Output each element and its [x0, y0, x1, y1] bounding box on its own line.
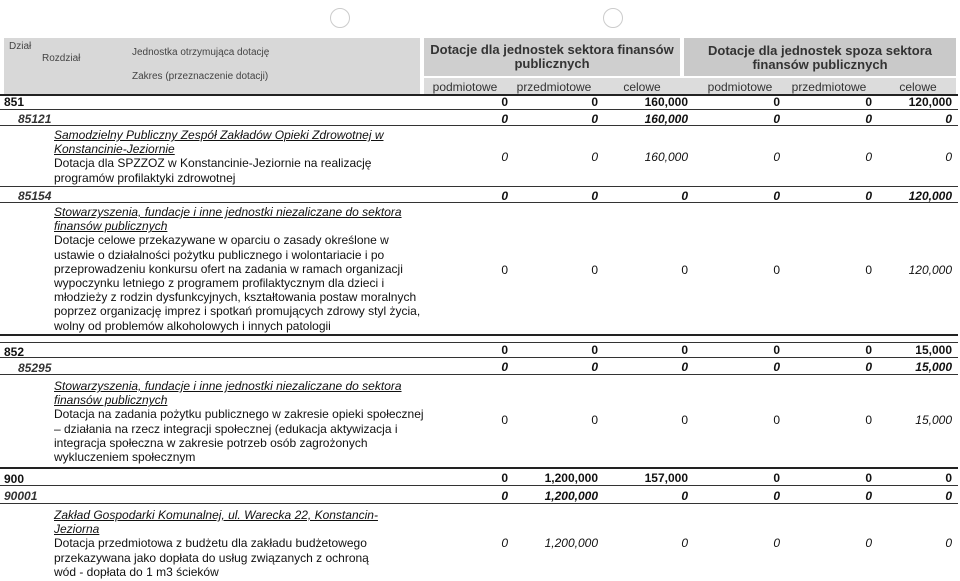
- value-cell: 0: [681, 489, 688, 503]
- rule: [0, 334, 958, 336]
- value-cell: 0: [865, 95, 872, 109]
- value-cell: 0: [773, 189, 780, 203]
- value-cell: 0: [501, 360, 508, 374]
- value-cell: 0: [591, 360, 598, 374]
- rule: [0, 485, 958, 486]
- purpose-text: Dotacje celowe przekazywane w oparciu o zasady określone w ustawie o działalności pożytku publicznego i wolontariacie i po przeprowadzeniu konkursu ofert na zadania w ramach organizacji wypoczynku letniego z programem profilaktycznym dla dzieci i młodzieży z rodzin dysfunkcyjnych, kształtowania postaw moralnych poprzez organizację imprez i spotkań promujących zdrowy styl życia, wolny od problemów alkoholowych i innych patologii: [54, 233, 421, 333]
- rozdzial-code: 85154: [18, 189, 52, 203]
- value-cell: 0: [945, 471, 952, 485]
- value-cell: 0: [591, 263, 598, 277]
- value-cell: 120,000: [908, 189, 952, 203]
- value-cell: 0: [865, 189, 872, 203]
- value-cell: 0: [501, 413, 508, 427]
- value-cell: 0: [591, 150, 598, 164]
- value-cell: 0: [501, 150, 508, 164]
- recipient-name: Zakład Gospodarki Komunalnej, ul. Warecka 22, Konstancin-Jeziorna: [54, 508, 378, 537]
- entry-description: [54, 508, 384, 579]
- value-cell: 157,000: [644, 471, 688, 485]
- rule: [0, 109, 958, 110]
- header-group1-title: Dotacje dla jednostek sektora finansów publicznych: [430, 42, 674, 71]
- value-cell: 0: [773, 471, 780, 485]
- rule: [0, 186, 958, 187]
- value-cell: 0: [773, 263, 780, 277]
- value-cell: 0: [773, 112, 780, 126]
- header-dzial: Dział: [9, 41, 32, 52]
- rule: [0, 357, 958, 358]
- value-cell: 0: [681, 189, 688, 203]
- value-cell: 0: [681, 413, 688, 427]
- purpose-text: Dotacja na zadania pożytku publicznego w zakresie opieki społecznej – działania na rzecz integracji społecznej (edukacja aktywizacja i integracja społeczna w zakresie potrzeb osób zagrożonych wykluczeniem społecznym: [54, 407, 424, 465]
- punch-hole-left: [330, 8, 350, 28]
- value-cell: 0: [865, 360, 872, 374]
- value-cell: 0: [773, 343, 780, 357]
- purpose-text: Dotacja dla SPZZOZ w Konstancinie-Jeziornie na realizację programów profilaktyki zdrowotnej: [54, 156, 372, 185]
- recipient-name: Stowarzyszenia, fundacje i inne jednostki niezaliczane do sektora finansów publicznych: [54, 205, 402, 234]
- rule: [0, 374, 958, 375]
- value-cell: 160,000: [644, 150, 688, 164]
- dzial-code: 851: [4, 95, 25, 109]
- value-cell: 0: [945, 536, 952, 550]
- rule: [0, 503, 958, 504]
- value-cell: 15,000: [915, 360, 952, 374]
- purpose-text: Dotacja przedmiotowa z budżetu dla zakładu budżetowego przekazywana jako dopłata do usług związanych z ochroną wód - dopłata do 1 m3 ścieków: [54, 536, 369, 579]
- recipient-name: Samodzielny Publiczny Zespół Zakładów Opieki Zdrowotnej w Konstancinie-Jeziornie: [54, 128, 384, 157]
- value-cell: 0: [773, 360, 780, 374]
- value-cell: 0: [501, 489, 508, 503]
- value-cell: 0: [773, 536, 780, 550]
- col-przedmiotowe-2: przedmiotowe: [791, 80, 867, 94]
- entry-description: [54, 128, 424, 185]
- value-cell: 160,000: [644, 95, 688, 109]
- value-cell: 0: [773, 489, 780, 503]
- value-cell: 0: [591, 189, 598, 203]
- value-cell: 15,000: [915, 413, 952, 427]
- value-cell: 0: [501, 112, 508, 126]
- header-zakres: Zakres (przeznaczenie dotacji): [132, 71, 269, 82]
- rozdzial-code: 90001: [4, 489, 38, 503]
- value-cell: 0: [681, 360, 688, 374]
- value-cell: 120,000: [908, 95, 952, 109]
- value-cell: 0: [773, 95, 780, 109]
- value-cell: 0: [501, 263, 508, 277]
- value-cell: 0: [501, 95, 508, 109]
- rozdzial-code: 85295: [18, 361, 52, 375]
- value-cell: 0: [591, 343, 598, 357]
- rule: [0, 467, 958, 469]
- value-cell: 0: [681, 343, 688, 357]
- punch-hole-right: [603, 8, 623, 28]
- value-cell: 0: [501, 536, 508, 550]
- value-cell: 0: [591, 112, 598, 126]
- value-cell: 160,000: [644, 112, 688, 126]
- value-cell: 0: [865, 150, 872, 164]
- col-podmiotowe-2: podmiotowe: [707, 80, 773, 94]
- value-cell: 0: [865, 471, 872, 485]
- rozdzial-code: 85121: [18, 112, 52, 126]
- header-rozdzial: Rozdział: [42, 53, 81, 64]
- value-cell: 0: [501, 471, 508, 485]
- value-cell: 1,200,000: [544, 536, 598, 550]
- col-podmiotowe-1: podmiotowe: [432, 80, 498, 94]
- value-cell: 0: [945, 150, 952, 164]
- value-cell: 0: [501, 343, 508, 357]
- entry-description: [54, 379, 424, 464]
- value-cell: 0: [773, 150, 780, 164]
- col-celowe-2: celowe: [899, 80, 937, 94]
- value-cell: 0: [865, 536, 872, 550]
- header-group2-title: Dotacje dla jednostek spoza sektora finansów publicznych: [708, 43, 932, 72]
- dzial-code: 852: [4, 345, 25, 359]
- value-cell: 15,000: [915, 343, 952, 357]
- value-cell: 0: [865, 112, 872, 126]
- col-przedmiotowe-1: przedmiotowe: [516, 80, 592, 94]
- header-jednostka: Jednostka otrzymująca dotację: [132, 47, 270, 58]
- value-cell: 0: [591, 95, 598, 109]
- value-cell: 0: [945, 489, 952, 503]
- value-cell: 0: [865, 343, 872, 357]
- value-cell: 0: [773, 413, 780, 427]
- value-cell: 0: [591, 413, 598, 427]
- dzial-code: 900: [4, 472, 25, 486]
- value-cell: 0: [865, 413, 872, 427]
- value-cell: 1,200,000: [544, 471, 598, 485]
- recipient-name: Stowarzyszenia, fundacje i inne jednostki niezaliczane do sektora finansów publicznych: [54, 379, 402, 408]
- value-cell: 0: [681, 263, 688, 277]
- entry-description: [54, 205, 424, 333]
- value-cell: 0: [865, 489, 872, 503]
- value-cell: 0: [865, 263, 872, 277]
- value-cell: 120,000: [908, 263, 952, 277]
- value-cell: 0: [681, 536, 688, 550]
- value-cell: 1,200,000: [544, 489, 598, 503]
- value-cell: 0: [501, 189, 508, 203]
- col-celowe-1: celowe: [623, 80, 661, 94]
- value-cell: 0: [945, 112, 952, 126]
